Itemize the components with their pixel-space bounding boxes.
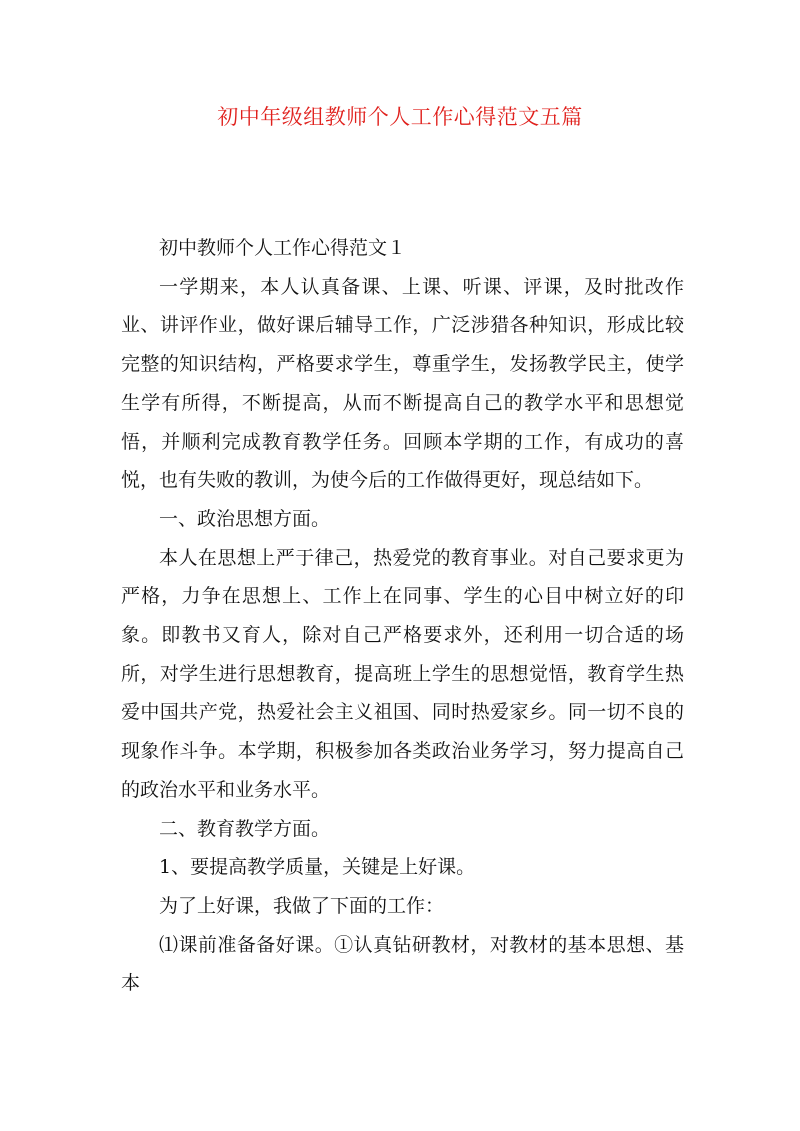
subheading-essay-1: 初中教师个人工作心得范文１ [159, 237, 407, 259]
document-body [121, 229, 684, 1003]
section-heading-political: 一、政治思想方面。 [159, 507, 331, 530]
paragraph-teaching-work: 为了上好课，我做了下面的工作： [159, 894, 445, 917]
paragraph-intro: 一学期来，本人认真备课、上课、听课、评课，及时批改作业、讲评作业，做好课后辅导工作，广泛涉猎各种知识，形成比较完整的知识结构，严格要求学生，尊重学生，发扬教学民主，使学生学有所得，不断提高，从而不断提高自己的教学水平和思想觉悟，并顺利完成教育教学任务。回顾本学期的工作，有成功的喜悦，也有失败的教训，为使今后的工作做得更好，现总结如下。 [121, 275, 684, 492]
paragraph-teaching-point-1: 1、要提高教学质量，关键是上好课。 [159, 856, 476, 879]
paragraph-lesson-prep: ⑴课前准备备好课。①认真钻研教材，对教材的基本思想、基本 [121, 933, 684, 995]
section-heading-teaching: 二、教育教学方面。 [159, 817, 331, 840]
document-title: 初中年级组教师个人工作心得范文五篇 [217, 105, 583, 129]
paragraph-political: 本人在思想上严于律己，热爱党的教育事业。对自己要求更为严格，力争在思想上、工作上在同事、学生的心目中树立好的印象。即教书又育人，除对自己严格要求外，还利用一切合适的场所，对学生进行思想教育，提高班上学生的思想觉悟，教育学生热爱中国共产党，热爱社会主义祖国、同时热爱家乡。同一切不良的现象作斗争。本学期，积极参加各类政治业务学习，努力提高自己的政治水平和业务水平。 [121, 546, 684, 801]
